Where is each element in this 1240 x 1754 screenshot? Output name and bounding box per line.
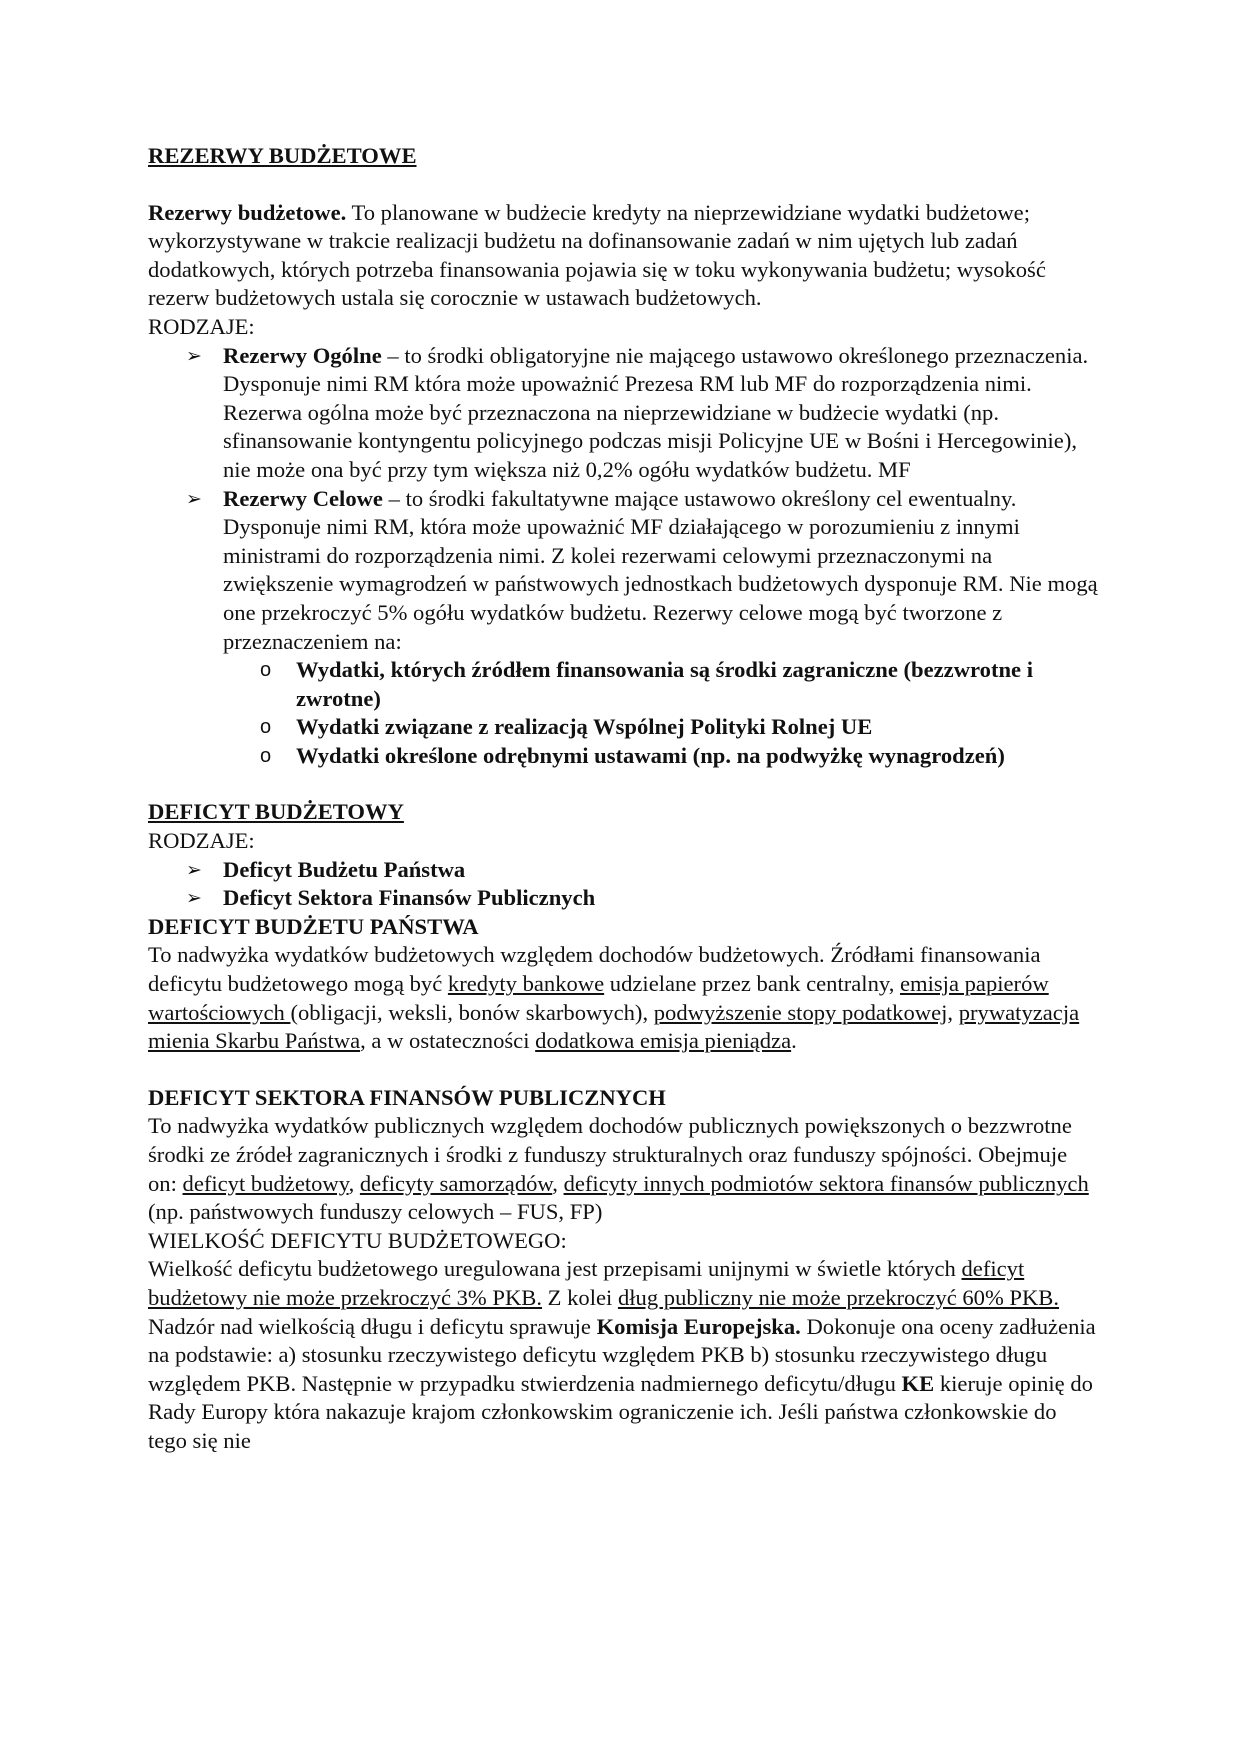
subheading-wielkosc-deficytu: WIELKOŚĆ DEFICYTU BUDŻETOWEGO: (148, 1227, 567, 1253)
sub-list-item (148, 713, 1100, 742)
paragraph-rezerwy-definition (148, 199, 1100, 313)
arrow-bullet-icon: ➢ (186, 344, 202, 367)
circle-bullet-icon: o (260, 659, 272, 682)
arrow-bullet-icon: ➢ (186, 887, 202, 910)
document-page (148, 142, 1100, 1456)
underlined-term: kredyty bankowe (447, 971, 605, 997)
circle-bullet-icon: o (260, 716, 272, 739)
heading-deficyt-budzetu-panstwa: DEFICYT BUDŻETU PAŃSTWA (148, 913, 479, 939)
list-item-deficyt-budzetu-panstwa (148, 856, 1100, 885)
text-run: (obligacji, weksli, bonów skarbowych), (290, 999, 654, 1025)
text-run: , (348, 1170, 360, 1196)
underlined-term: dług publiczny nie może przekroczyć 60% PKB. (617, 1284, 1060, 1310)
underlined-term: podwyższenie stopy podatkowej (653, 999, 948, 1025)
text-run: To nadwyżka wydatków publicznych względem dochodów publicznych powiększonych o bezzwrotne środki ze źródeł zagranicznych i środki z funduszy strukturalnych oraz funduszy spójności. Obejmuje on: (148, 1113, 1072, 1196)
term-rezerwy-celowe: Rezerwy Celowe (223, 485, 383, 511)
text-run: udzielane przez bank centralny, (604, 971, 900, 997)
underlined-term: emisja papierów wartościowych (148, 971, 1049, 1025)
text-run: To nadwyżka wydatków budżetowych względem dochodów budżetowych. Źródłami finansowania deficytu budżetowego mogą być (148, 942, 1041, 997)
text-run: (np. państwowych funduszy celowych – FUS, FP) (148, 1199, 603, 1225)
text-run: Nadzór nad wielkością długu i deficytu sprawuje (148, 1313, 597, 1339)
sub-list-item (148, 742, 1100, 771)
list-item-rezerwy-ogolne (148, 342, 1100, 485)
paragraph-wielkosc-deficytu (148, 1255, 1100, 1455)
list-item-rezerwy-celowe (148, 485, 1100, 657)
list-item-text: Deficyt Budżetu Państwa (223, 856, 466, 882)
underlined-term: deficyty samorządów (359, 1170, 553, 1196)
bold-term: KE (901, 1370, 935, 1396)
text-run: , a w ostateczności (360, 1028, 536, 1054)
arrow-bullet-icon: ➢ (186, 487, 202, 510)
underlined-term: deficyt budżetowy nie może przekroczyć 3% PKB. (148, 1256, 1025, 1310)
term-rezerwy-ogolne: Rezerwy Ogólne (223, 342, 382, 368)
text-run: . (791, 1028, 797, 1054)
underlined-term: deficyt budżetowy (182, 1170, 349, 1196)
arrow-bullet-icon: ➢ (186, 858, 202, 881)
text-run: , (947, 999, 959, 1025)
sub-list-item-text: Wydatki związane z realizacją Wspólnej Polityki Rolnej UE (296, 714, 873, 740)
text-run: kieruje opinię do Rady Europy która nakazuje krajom członkowskim ograniczenie ich. Jeśli państwa członkowskie do tego się nie (148, 1370, 1093, 1453)
sub-list-item-text: Wydatki określone odrębnymi ustawami (np. na podwyżkę wynagrodzeń) (296, 742, 1005, 768)
paragraph-deficyt-sektora (148, 1112, 1100, 1226)
list-item-text: Deficyt Sektora Finansów Publicznych (223, 885, 596, 911)
heading-rezerwy-budzetowe: REZERWY BUDŻETOWE (148, 143, 417, 168)
sub-list-item (148, 656, 1100, 713)
text-run: Dokonuje ona oceny zadłużenia na podstawie: a) stosunku rzeczywistego deficytu względem PKB b) stosunku rzeczywistego długu względem PKB. Następnie w przypadku stwierdzenia nadmiernego deficytu/długu (148, 1313, 1096, 1396)
term-rezerwy-budzetowe: Rezerwy budżetowe. (148, 199, 347, 225)
paragraph-deficyt-budzetu-panstwa (148, 941, 1100, 1055)
underlined-term: deficyty innych podmiotów sektora finansów publicznych (563, 1170, 1089, 1196)
sub-list-item-text: Wydatki, których źródłem finansowania są środki zagraniczne (bezzwrotne i zwrotne) (296, 657, 1033, 711)
definition-text: To planowane w budżecie kredyty na nieprzewidziane wydatki budżetowe; wykorzystywane w trakcie realizacji budżetu na dofinansowanie zadań w nim ujętych lub zadań dodatkowych, których potrzeba finansowania pojawia się w toku wykonywania budżetu; wysokość rezerw budżetowych ustala się corocznie w ustawach budżetowych. (148, 199, 1046, 311)
heading-deficyt-sektora: DEFICYT SEKTORA FINANSÓW PUBLICZNYCH (148, 1084, 666, 1110)
text-run: , (552, 1170, 564, 1196)
heading-deficyt-budzetowy: DEFICYT BUDŻETOWY (148, 799, 404, 825)
circle-bullet-icon: o (260, 744, 272, 767)
label-rodzaje: RODZAJE: (148, 313, 255, 339)
text-run: Z kolei (542, 1284, 618, 1310)
list-item-deficyt-sektora (148, 884, 1100, 913)
bold-term: Komisja Europejska. (596, 1313, 801, 1339)
text-rezerwy-celowe: – to środki fakultatywne mające ustawowo określony cel ewentualny. Dysponuje nimi RM, która może upoważnić MF działającego w porozumieniu z innymi ministrami do rozporządzenia nimi. Z kolei rezerwami celowymi przeznaczonymi na zwiększenie wymagrodzeń w państwowych jednostkach budżetowych dysponuje RM. Nie mogą one przekroczyć 5% ogółu wydatków budżetu. Rezerwy celowe mogą być tworzone z przeznaczeniem na: (223, 485, 1098, 654)
label-rodzaje: RODZAJE: (148, 828, 255, 854)
underlined-term: prywatyzacja mienia Skarbu Państwa (148, 999, 1080, 1054)
text-rezerwy-ogolne: – to środki obligatoryjne nie mającego ustawowo określonego przeznaczenia. Dysponuje nimi RM która może upoważnić Prezesa RM lub MF do rozporządzenia nimi. Rezerwa ogólna może być przeznaczona na nieprzewidziane w budżecie wydatki (np. sfinansowanie kontyngentu policyjnego podczas misji Policyjne UE w Bośni i Hercegowinie), nie może ona być przy tym większa niż 0,2% ogółu wydatków budżetu. MF (223, 342, 1089, 482)
text-run: Wielkość deficytu budżetowego uregulowana jest przepisami unijnymi w świetle których (148, 1256, 962, 1282)
underlined-term: dodatkowa emisja pieniądza (535, 1028, 792, 1054)
